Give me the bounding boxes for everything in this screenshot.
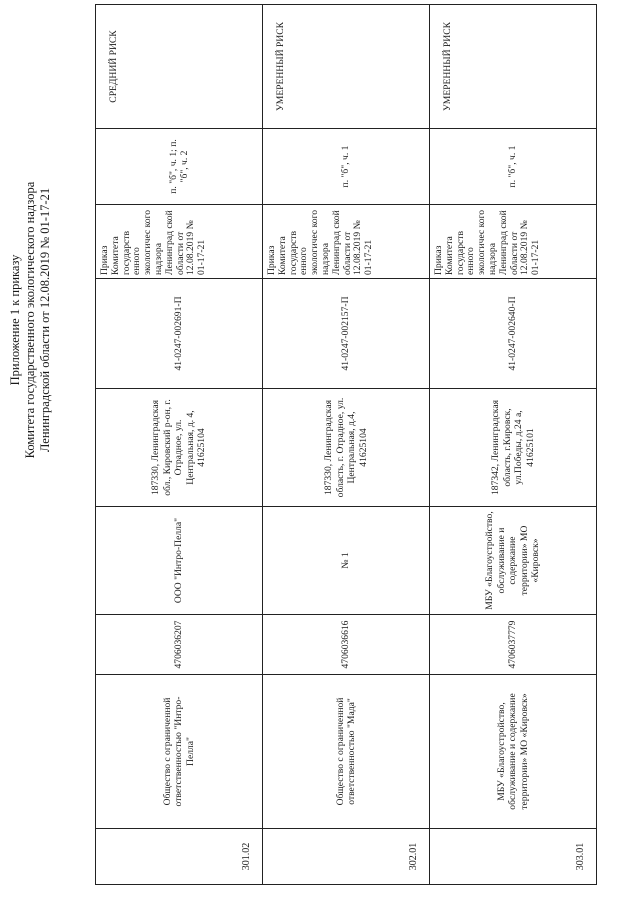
row-number: 301.02 [96,829,263,885]
organization-name: МБУ «Благоустройство, обслуживание и содержание территории» МО «Кировск» [430,675,597,829]
header-line-2: Комитета государственного экологического надзора [23,181,37,459]
address-cell: 187342, Ленинградская область, г.Кировск, ул.Победы, д.24 а, 41625101 [430,389,597,507]
object-name: ООО "Интро-Пелла" [96,507,263,615]
object-name: № 1 [263,507,430,615]
inn-cell: 4706037779 [430,615,597,675]
risk-category: УМЕРЕННЫЙ РИСК [263,5,430,129]
document-header [8,60,53,580]
registry-table [95,4,597,885]
row-number: 302.01 [263,829,430,885]
organization-name: Общество с ограниченной ответственностью "Интро-Пелла" [96,675,263,829]
inn-cell: 4706036207 [96,615,263,675]
order-document: Приказ Комитета государств енного экологичес кого надзора Ленинград ской области от 12.08.2019 № 01-17-21 [96,205,263,279]
row-number: 303.01 [430,829,597,885]
order-document: Приказ Комитета государств енного экологичес кого надзора Ленинград ской области от 12.08.2019 № 01-17-21 [263,205,430,279]
organization-name: Общество с ограниченной ответственностью "Мада" [263,675,430,829]
risk-category: УМЕРЕННЫЙ РИСК [430,5,597,129]
table-row [430,5,597,885]
criteria-cell: п. "б", ч. 1 [430,129,597,205]
address-cell: 187330, Ленинградская обл., Кировский р-он, г. Отрадное, ул. Центральная, д. 4, 41625104 [96,389,263,507]
criteria-cell: п. "б", ч. 1 [263,129,430,205]
header-line-1: Приложение 1 к приказу [8,254,22,386]
object-code: 41-0247-002157-П [263,279,430,389]
order-document: Приказ Комитета государств енного экологичес кого надзора Ленинград ской области от 12.08.2019 № 01-17-21 [430,205,597,279]
address-cell: 187330, Ленинградская область, г. Отрадное, ул. Центральная, д.4, 41625104 [263,389,430,507]
table-row [263,5,430,885]
object-code: 41-0247-002691-П [96,279,263,389]
inn-cell: 4706036616 [263,615,430,675]
table-row [96,5,263,885]
risk-category: СРЕДНИЙ РИСК [96,5,263,129]
object-code: 41-0247-002640-П [430,279,597,389]
object-name: МБУ «Благоустройство, обслуживание и содержание территории» МО «Кировск» [430,507,597,615]
header-line-3: Ленинградской области от 12.08.2019 № 01-17-21 [38,187,52,453]
criteria-cell: п. "б", ч. 1; п. "б", ч. 2 [96,129,263,205]
